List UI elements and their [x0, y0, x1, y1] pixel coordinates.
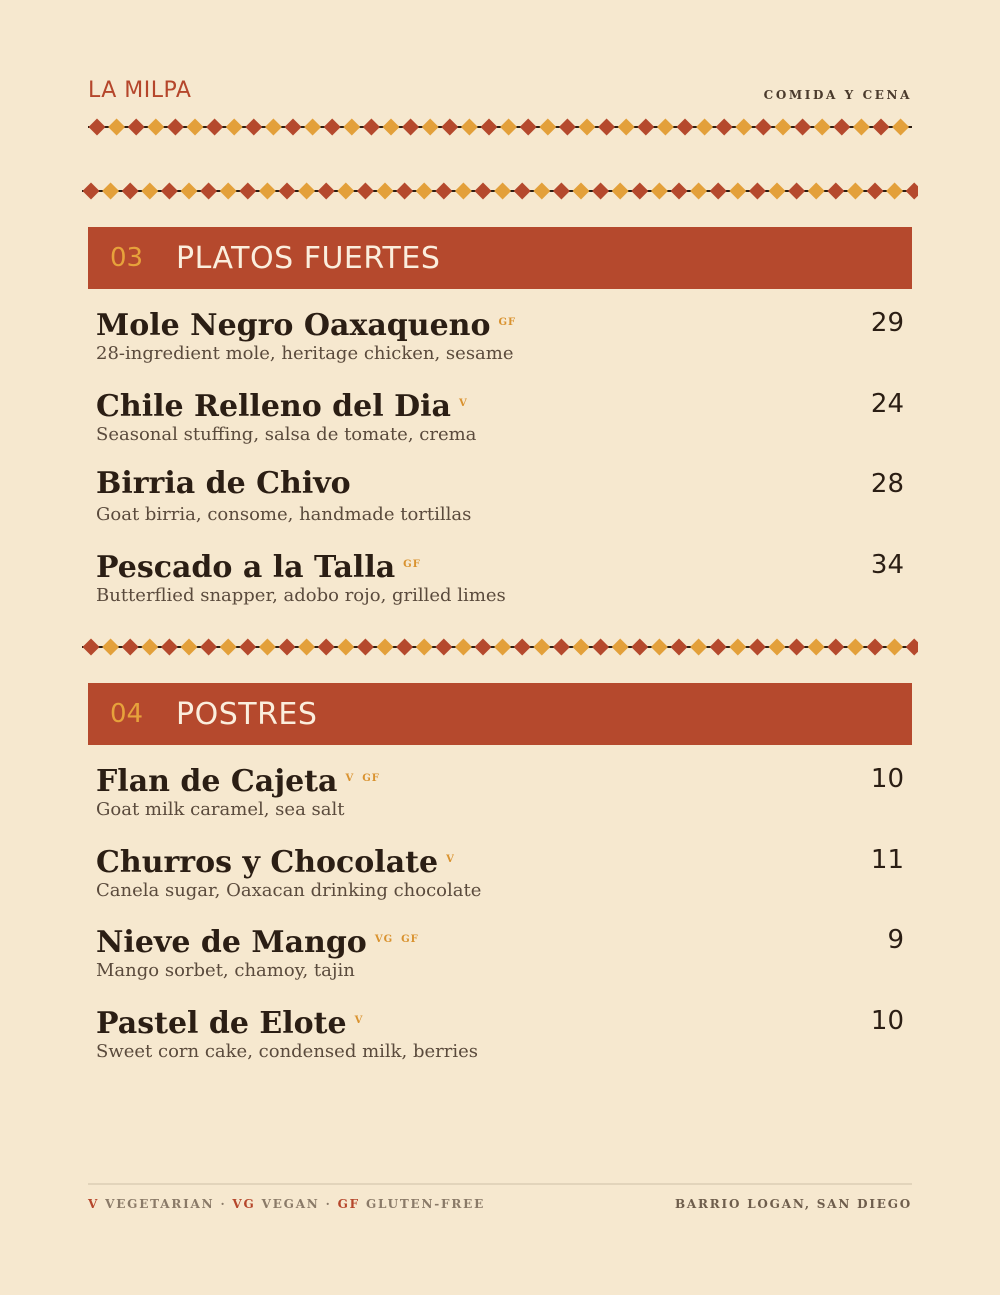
diamond-shape [592, 639, 609, 656]
diamond-shape [749, 183, 766, 200]
menu-item [96, 305, 904, 377]
diamond-shape [337, 183, 354, 200]
diamond-shape [279, 639, 296, 656]
diamond-shape [755, 119, 772, 136]
diamond-shape [141, 639, 158, 656]
menu-item [96, 842, 904, 914]
diamond-shape [494, 183, 511, 200]
menu-item-price: 29 [870, 308, 904, 338]
diamond-shape [481, 119, 498, 136]
legend-label: VEGETARIAN [105, 1197, 215, 1211]
legend-label: GLUTEN-FREE [365, 1197, 486, 1211]
diamond-shape [128, 119, 145, 136]
restaurant-location: BARRIO LOGAN, SAN DIEGO [674, 1197, 912, 1211]
diamond-shape [690, 183, 707, 200]
diamond-shape [553, 639, 570, 656]
menu-item-price: 9 [887, 925, 904, 955]
diamond-shape [383, 119, 400, 136]
diamond-shape [873, 119, 890, 136]
diamond-shape [906, 639, 918, 656]
menu-item-description: Goat milk caramel, sea salt [96, 799, 345, 820]
diamond-shape [651, 639, 668, 656]
diamond-shape [461, 119, 478, 136]
diamond-pattern [88, 117, 912, 137]
diamond-shape [435, 183, 452, 200]
diamond-shape [200, 183, 217, 200]
diamond-shape [514, 639, 531, 656]
menu-item-name [96, 466, 351, 502]
diamond-shape [259, 183, 276, 200]
diamond-shape [788, 183, 805, 200]
diamond-shape [494, 639, 511, 656]
menu-tagline: COMIDA Y CENA [763, 88, 912, 102]
diamond-shape [102, 183, 119, 200]
menu-item-name-text: Pescado a la Talla [96, 549, 396, 585]
legend-label: VEGAN [261, 1197, 320, 1211]
diamond-pattern [82, 637, 918, 657]
menu-item-name [96, 547, 421, 586]
diamond-shape [729, 639, 746, 656]
diamond-shape [181, 639, 198, 656]
diamond-shape [867, 183, 884, 200]
diamond-shape [304, 119, 321, 136]
diamond-shape [141, 183, 158, 200]
diamond-shape [775, 119, 792, 136]
menu-item-name [96, 305, 516, 344]
diamond-shape [83, 183, 100, 200]
diamond-shape [122, 639, 139, 656]
diamond-shape [220, 639, 237, 656]
diamond-shape [181, 183, 198, 200]
diamond-shape [363, 119, 380, 136]
section-header-platos-fuertes [88, 227, 912, 289]
diamond-shape [161, 183, 178, 200]
diamond-shape [520, 119, 537, 136]
diamond-shape [422, 119, 439, 136]
diamond-shape [710, 183, 727, 200]
diamond-shape [671, 639, 688, 656]
dietary-tag: V [354, 1014, 364, 1026]
section-title: POSTRES [176, 696, 318, 732]
diamond-shape [455, 183, 472, 200]
menu-item-name-text: Churros y Chocolate [96, 844, 439, 880]
diamond-shape [200, 639, 217, 656]
diamond-shape [259, 639, 276, 656]
diamond-shape [343, 119, 360, 136]
menu-item-price: 28 [870, 469, 904, 499]
decorative-diamond-band [82, 637, 918, 657]
diamond-shape [539, 119, 556, 136]
diamond-shape [396, 183, 413, 200]
diamond-shape [677, 119, 694, 136]
menu-item [96, 547, 904, 619]
dietary-tag: GF [401, 934, 419, 945]
menu-header [88, 78, 912, 108]
diamond-shape [108, 119, 125, 136]
dietary-tag: V [345, 773, 355, 784]
diamond-shape [847, 183, 864, 200]
menu-item-description: Mango sorbet, chamoy, tajin [96, 960, 355, 981]
diamond-shape [886, 639, 903, 656]
diamond-shape [906, 183, 918, 200]
diamond-shape [716, 119, 733, 136]
diamond-shape [814, 119, 831, 136]
diamond-shape [573, 639, 590, 656]
dietary-tag: GF [498, 317, 517, 328]
diamond-shape [710, 639, 727, 656]
diamond-shape [533, 183, 550, 200]
diamond-pattern [82, 181, 918, 201]
diamond-shape [161, 639, 178, 656]
diamond-shape [749, 639, 766, 656]
diamond-shape [827, 639, 844, 656]
menu-item-name-text: Mole Negro Oaxaqueno [96, 308, 491, 343]
menu-item [96, 466, 904, 538]
diamond-shape [416, 183, 433, 200]
diamond-shape [559, 119, 576, 136]
diamond-shape [324, 119, 341, 136]
diamond-shape [671, 183, 688, 200]
legend-code: V [88, 1197, 100, 1211]
legend-separator: · [220, 1197, 227, 1211]
diamond-shape [455, 639, 472, 656]
diamond-shape [226, 119, 243, 136]
menu-item-name [96, 761, 380, 800]
diamond-shape [396, 639, 413, 656]
footer-divider [88, 1183, 912, 1185]
menu-item-name-text: Flan de Cajeta [96, 764, 338, 799]
diamond-shape [833, 119, 850, 136]
diamond-shape [847, 639, 864, 656]
diamond-shape [475, 639, 492, 656]
menu-item-price: 34 [870, 549, 904, 580]
diamond-shape [867, 639, 884, 656]
diamond-shape [298, 183, 315, 200]
section-number: 04 [110, 699, 144, 729]
decorative-diamond-band [82, 181, 918, 201]
diamond-shape [892, 119, 909, 136]
menu-item-description: Sweet corn cake, condensed milk, berries [96, 1040, 479, 1062]
restaurant-name: LA MILPA [88, 78, 192, 103]
menu-item [96, 922, 904, 994]
legend-code: VG [232, 1197, 256, 1211]
diamond-shape [435, 639, 452, 656]
diamond-shape [441, 119, 458, 136]
diamond-shape [514, 183, 531, 200]
diamond-shape [808, 639, 825, 656]
menu-item-description: 28-ingredient mole, heritage chicken, sesame [96, 343, 514, 364]
diamond-shape [794, 119, 811, 136]
dietary-tag: GF [403, 558, 421, 570]
diamond-shape [729, 183, 746, 200]
menu-item-price: 10 [870, 1005, 904, 1036]
diamond-shape [475, 183, 492, 200]
diamond-shape [239, 183, 256, 200]
diamond-shape [220, 183, 237, 200]
diamond-shape [377, 639, 394, 656]
menu-item-name [96, 842, 455, 881]
diamond-shape [416, 639, 433, 656]
diamond-shape [500, 119, 517, 136]
menu-item-description: Seasonal stuffing, salsa de tomate, crema [96, 423, 477, 445]
diamond-shape [612, 183, 629, 200]
diamond-shape [788, 639, 805, 656]
diamond-shape [102, 639, 119, 656]
menu-item-description: Butterflied snapper, adobo rojo, grilled limes [96, 584, 506, 606]
dietary-legend [88, 1197, 485, 1211]
diamond-shape [147, 119, 164, 136]
menu-item-name [96, 1003, 363, 1042]
section-number: 03 [110, 243, 144, 273]
diamond-shape [657, 119, 674, 136]
diamond-shape [886, 183, 903, 200]
diamond-shape [122, 183, 139, 200]
diamond-shape [265, 119, 282, 136]
menu-item-name-text: Nieve de Mango [96, 925, 367, 960]
diamond-shape [239, 639, 256, 656]
diamond-shape [533, 639, 550, 656]
diamond-shape [631, 639, 648, 656]
diamond-shape [167, 119, 184, 136]
diamond-shape [579, 119, 596, 136]
diamond-shape [631, 183, 648, 200]
menu-item [96, 386, 904, 458]
dietary-tag: VG [374, 934, 394, 945]
menu-item-description: Goat birria, consome, handmade tortillas [96, 504, 472, 525]
diamond-shape [853, 119, 870, 136]
legend-separator: · [325, 1197, 332, 1211]
menu-item-name-text: Chile Relleno del Dia [96, 388, 451, 424]
menu-item-name [96, 386, 468, 425]
diamond-shape [337, 639, 354, 656]
diamond-shape [318, 183, 335, 200]
menu-item-price: 24 [870, 388, 904, 419]
diamond-shape [769, 639, 786, 656]
diamond-shape [245, 119, 262, 136]
diamond-shape [651, 183, 668, 200]
diamond-shape [573, 183, 590, 200]
diamond-shape [357, 639, 374, 656]
legend-code: GF [337, 1197, 360, 1211]
diamond-shape [279, 183, 296, 200]
diamond-shape [318, 639, 335, 656]
diamond-shape [612, 639, 629, 656]
diamond-shape [187, 119, 204, 136]
diamond-shape [769, 183, 786, 200]
diamond-shape [206, 119, 223, 136]
dietary-tag: V [458, 397, 468, 409]
decorative-diamond-band [88, 117, 912, 137]
menu-item-name [96, 922, 419, 961]
diamond-shape [637, 119, 654, 136]
dietary-tag: V [446, 853, 455, 865]
diamond-shape [285, 119, 302, 136]
menu-item-name-text: Birria de Chivo [96, 466, 351, 501]
dietary-tag: GF [362, 773, 380, 784]
diamond-shape [402, 119, 419, 136]
diamond-shape [553, 183, 570, 200]
diamond-shape [298, 639, 315, 656]
menu-item-price: 11 [870, 844, 904, 875]
diamond-shape [827, 183, 844, 200]
menu-item [96, 761, 904, 833]
diamond-shape [696, 119, 713, 136]
menu-item-name-text: Pastel de Elote [96, 1005, 347, 1041]
section-title: PLATOS FUERTES [176, 240, 441, 276]
diamond-shape [690, 639, 707, 656]
menu-item-description: Canela sugar, Oaxacan drinking chocolate [96, 879, 482, 901]
menu-item-price: 10 [870, 764, 904, 794]
diamond-shape [598, 119, 615, 136]
diamond-shape [618, 119, 635, 136]
diamond-shape [592, 183, 609, 200]
diamond-shape [89, 119, 106, 136]
section-header-postres [88, 683, 912, 745]
diamond-shape [83, 639, 100, 656]
diamond-shape [357, 183, 374, 200]
diamond-shape [735, 119, 752, 136]
diamond-shape [377, 183, 394, 200]
menu-item [96, 1003, 904, 1075]
diamond-shape [808, 183, 825, 200]
